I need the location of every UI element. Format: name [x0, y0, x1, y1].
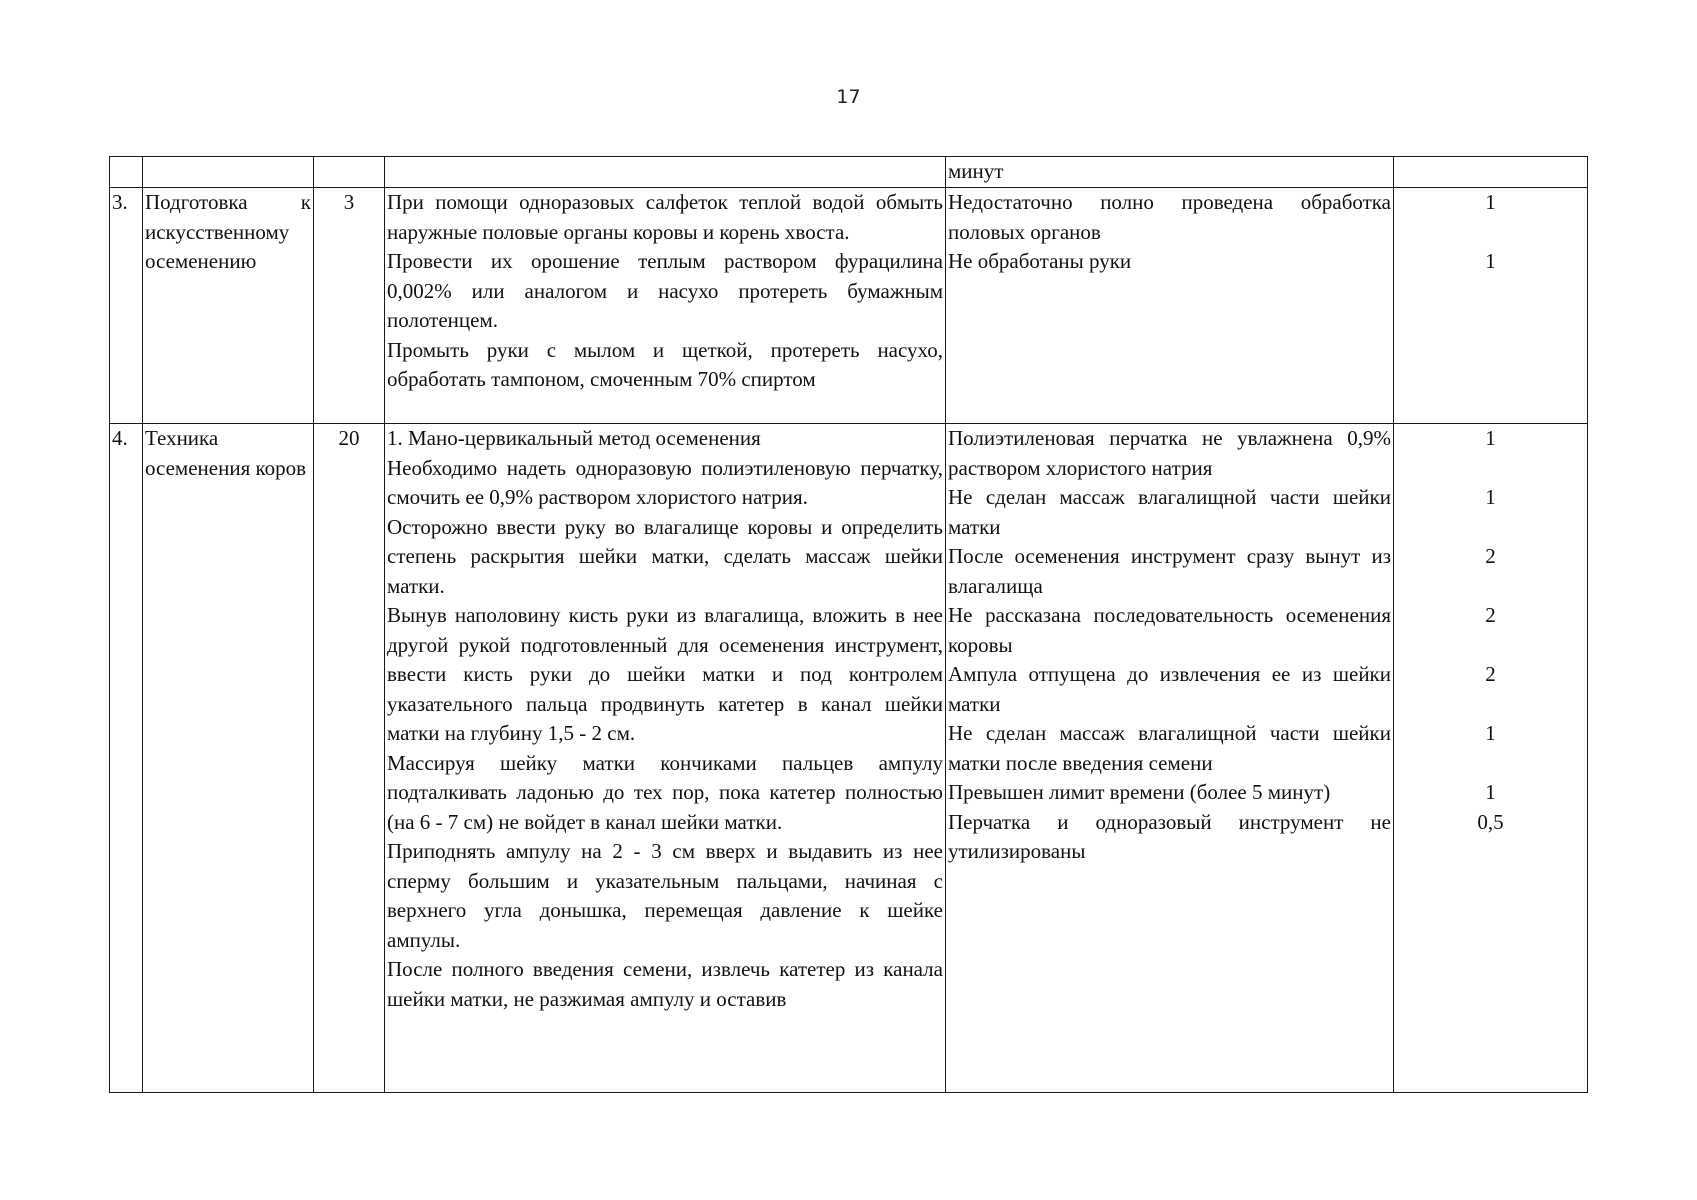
step-text: Вынув наполовину кисть руки из влагалища, вложить в нее другой рукой подготовленный для осеменения инструмент, ввести кисть руки до шейки матки и под контролем указательного пальца продвинуть катетер в канал шейки матки на глубину 1,5 - 2 см. [387, 603, 943, 745]
error-points: 2 [1485, 544, 1496, 568]
cell-num: 3. [110, 188, 143, 424]
error-text: Не обработаны руки [948, 249, 1132, 273]
error-points: 1 [1485, 721, 1496, 745]
cell-steps [385, 157, 946, 188]
step-text: Необходимо надеть одноразовую полиэтиленовую перчатку, смочить ее 0,9% раствором хлористого натрия. [387, 455, 943, 509]
step-text: 1. Мано-цервикальный метод осеменения [387, 426, 761, 450]
table-row [110, 188, 1588, 424]
cell-stage: Техника осеменения коров [143, 424, 314, 1093]
error-points: 0,5 [1477, 810, 1504, 834]
step-text: Промыть руки с мылом и щеткой, протереть насухо, обработать тампоном, смоченным 70% спиртом [387, 337, 943, 391]
error-text: Перчатка и одноразовый инструмент не утилизированы [948, 809, 1391, 863]
error-text: минут [948, 159, 1004, 183]
error-points: 1 [1485, 780, 1496, 804]
error-points: 1 [1485, 190, 1496, 214]
cell-points [1394, 157, 1588, 188]
table-row-continuation [110, 157, 1588, 188]
step-text: Осторожно ввести руку во влагалище коровы и определить степень раскрытия шейки матки, сделать массаж шейки матки. [387, 514, 943, 598]
evaluation-table [109, 156, 1588, 1093]
cell-steps [385, 188, 946, 424]
cell-errors [946, 424, 1394, 1093]
step-text: При помощи одноразовых салфеток теплой водой обмыть наружные половые органы коровы и корень хвоста. [387, 190, 943, 244]
error-points: 2 [1485, 603, 1496, 627]
cell-score: 3 [314, 188, 385, 424]
cell-score: 20 [314, 424, 385, 1093]
error-points: 1 [1485, 249, 1496, 273]
error-text: Недостаточно полно проведена обработка половых органов [948, 190, 1391, 244]
cell-errors [946, 157, 1394, 188]
error-text: После осеменения инструмент сразу вынут из влагалища [948, 544, 1391, 598]
cell-num [110, 157, 143, 188]
cell-points [1394, 188, 1588, 424]
error-text: Полиэтиленовая перчатка не увлажнена 0,9% раствором хлористого натрия [948, 426, 1391, 480]
page-number: 17 [836, 86, 861, 108]
error-text: Не рассказана последовательность осеменения коровы [948, 603, 1391, 657]
step-text: Массируя шейку матки кончиками пальцев ампулу подталкивать ладонью до тех пор, пока катетер полностью (на 6 - 7 см) не войдет в канал шейки матки. [387, 750, 943, 834]
error-points: 1 [1485, 485, 1496, 509]
cell-steps [385, 424, 946, 1093]
cell-num: 4. [110, 424, 143, 1093]
error-text: Ампула отпущена до извлечения ее из шейки матки [948, 662, 1391, 716]
error-text: Превышен лимит времени (более 5 минут) [948, 780, 1331, 804]
cell-errors [946, 188, 1394, 424]
table-row [110, 424, 1588, 1093]
step-text: Приподнять ампулу на 2 - 3 см вверх и выдавить из нее сперму большим и указательным пальцами, начиная с верхнего угла донышка, перемещая давление к шейке ампулы. [387, 839, 943, 952]
error-text: Не сделан массаж влагалищной части шейки матки [948, 485, 1391, 539]
step-text: Провести их орошение теплым раствором фурацилина 0,002% или аналогом и насухо протереть бумажным полотенцем. [387, 249, 943, 332]
step-text: После полного введения семени, извлечь катетер из канала шейки матки, не разжимая ампулу и оставив [387, 957, 943, 1011]
error-points: 2 [1485, 662, 1496, 686]
cell-stage [143, 157, 314, 188]
cell-score [314, 157, 385, 188]
cell-points [1394, 424, 1588, 1093]
error-points: 1 [1485, 426, 1496, 450]
error-text: Не сделан массаж влагалищной части шейки матки после введения семени [948, 721, 1391, 775]
cell-stage: Подготовка к искусственному осеменению [143, 188, 314, 424]
